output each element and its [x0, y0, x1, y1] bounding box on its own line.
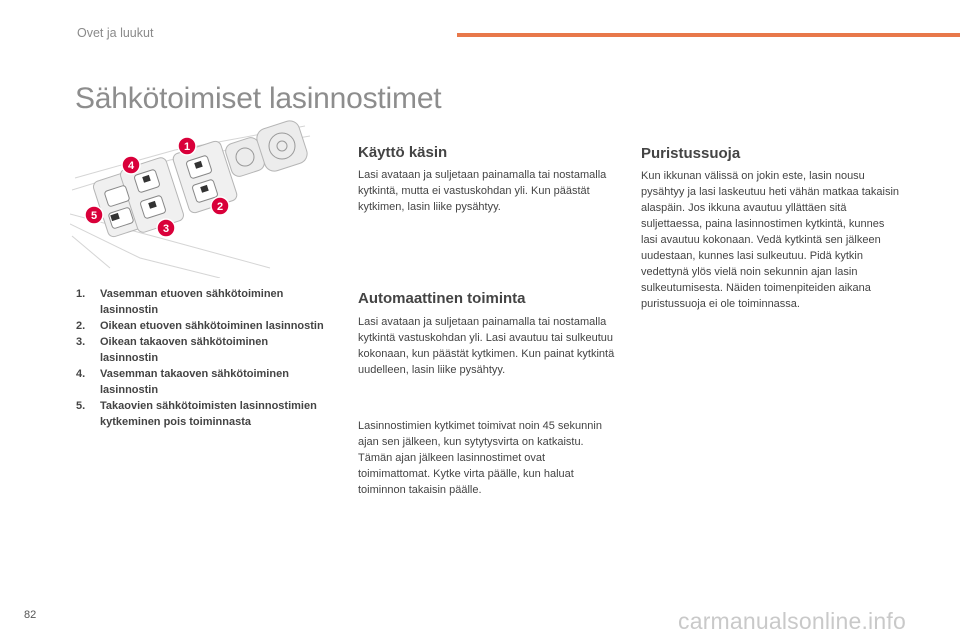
callout-5: 5: [90, 210, 98, 222]
legend-item: [76, 286, 326, 318]
legend-number: 5.: [76, 400, 86, 412]
legend-item: [76, 398, 326, 430]
legend-item: [76, 318, 326, 334]
callout-4: 4: [127, 160, 135, 172]
legend-text: Oikean etuoven sähkötoiminen lasinnostin: [100, 320, 324, 332]
legend-text: Vasemman takaoven sähkötoiminen lasinnostin: [100, 368, 289, 396]
pinch-text: Kun ikkunan välissä on jokin este, lasin nousu pysähtyy ja lasi laskeutuu heti vähän matkaa takaisin alaspäin. Jos ikkuna avautuu yllättäen sitä suljettaessa, paina lasinnostimen kytkintä, kunnes lasi avautuu kokonaan. Vedä kytkintä sen jälkeen uudestaan, kunnes lasi sulkeutuu. Pidä kytkin vedettynä ylös vielä noin sekunnin ajan lasin sulkeutumisesta. Näiden toimenpiteiden aikana puristussuoja ei ole toiminnassa.: [641, 170, 900, 310]
legend-item: [76, 366, 326, 398]
auto-heading: Automaattinen toiminta: [358, 290, 526, 307]
legend-text: Vasemman etuoven sähkötoiminen lasinnostin: [100, 288, 284, 316]
legend-number: 1.: [76, 288, 86, 300]
manual-text: Lasi avataan ja suljetaan painamalla tai nostamalla kytkintä, mutta ei vastuskohdan yli. Kun päästät kytkimen, lasin liike pysähtyy.: [358, 169, 607, 213]
legend-item: [76, 334, 326, 366]
legend-text: Oikean takaoven sähkötoiminen lasinnostin: [100, 336, 269, 364]
page-title: Sähkötoimiset lasinnostimet: [75, 82, 442, 116]
legend-number: 4.: [76, 368, 86, 380]
timing-text: Lasinnostimien kytkimet toimivat noin 45 sekunnin ajan sen jälkeen, kun sytytysvirta on katkaistu. Tämän ajan jälkeen lasinnostimet ovat toimimattomat. Kytke virta päälle, kun haluat toiminnon takaisin päälle.: [358, 420, 602, 496]
callout-1: 1: [183, 141, 191, 153]
window-switch-illustration: [70, 118, 330, 278]
manual-heading: Käyttö käsin: [358, 144, 448, 161]
auto-text: Lasi avataan ja suljetaan painamalla tai nostamalla kytkintä vastuskohdan yli. Lasi avautuu tai sulkeutuu kokonaan, kun päästät kytkimen. Kun painat kytkintä uudelleen, lasin liike pysähtyy.: [358, 316, 615, 376]
page-number: 82: [24, 609, 37, 621]
header-accent-rule: [457, 33, 960, 37]
legend-text: Takaovien sähkötoimisten lasinnostimien kytkeminen pois toiminnasta: [100, 400, 317, 428]
legend-number: 3.: [76, 336, 86, 348]
pinch-heading: Puristussuoja: [641, 145, 741, 162]
callout-2: 2: [216, 201, 224, 213]
legend-list: [76, 286, 326, 430]
section-label: Ovet ja luukut: [77, 26, 154, 40]
watermark: carmanualsonline.info: [678, 608, 906, 634]
legend-number: 2.: [76, 320, 86, 332]
callout-3: 3: [162, 223, 170, 235]
